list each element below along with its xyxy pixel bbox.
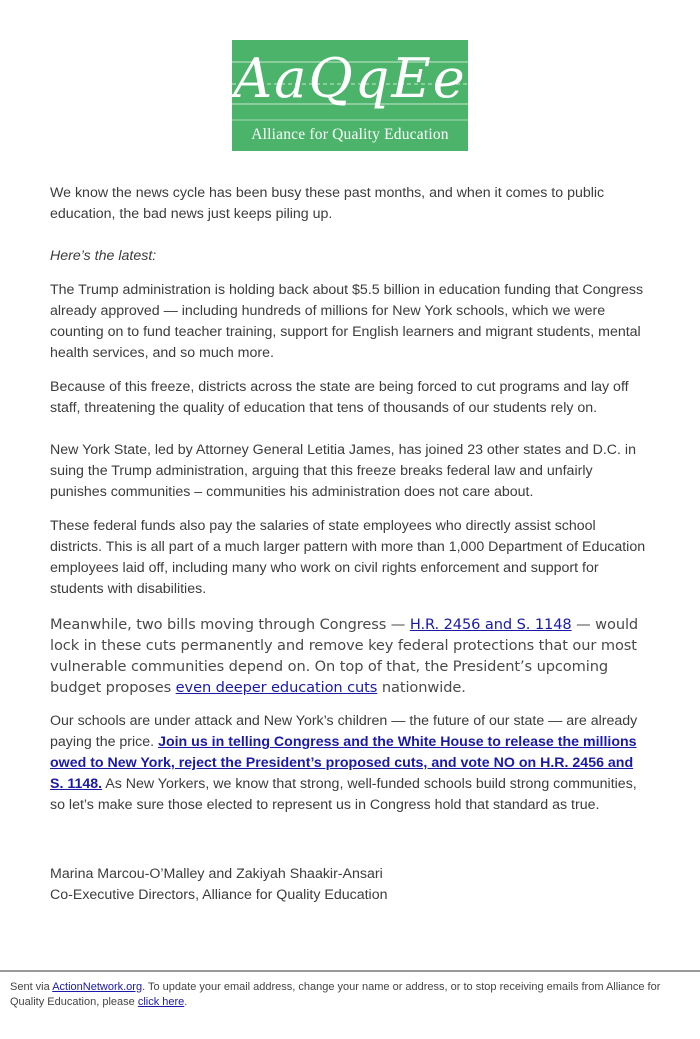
paragraph-latest: Here’s the latest:: [50, 248, 157, 264]
signature: [50, 864, 650, 906]
cta-text-a: Our schools are under attack and New York’s children — the future of our state — are already paying the price.: [50, 713, 638, 750]
bills-text-b: — would lock in these cuts permanently and remove key federal protections that our most vulnerable communities depend on. On top of that, the President’s upcoming budget proposes: [50, 616, 639, 696]
signature-names: Marina Marcou-O’Malley and Zakiyah Shaakir-Ansari: [50, 866, 383, 882]
unsubscribe-link[interactable]: click here: [137, 996, 185, 1008]
paragraph-freeze: Because of this freeze, districts across the state are being forced to cut programs and lay off staff, threatening the quality of education that tens of thousands of our students rely on.: [50, 379, 629, 416]
footer-end: .: [184, 996, 188, 1008]
footer: [10, 980, 680, 1010]
paragraph-intro: We know the news cycle has been busy these past months, and when it comes to public education, the bad news just keeps piling up.: [50, 185, 605, 222]
logo-subtitle: Alliance for Quality Education: [251, 126, 449, 143]
actionnetwork-link[interactable]: ActionNetwork.org: [52, 981, 143, 993]
signature-title: Co-Executive Directors, Alliance for Quality Education: [50, 887, 388, 903]
budget-cuts-link[interactable]: even deeper education cuts: [175, 679, 378, 696]
bills-text-a: Meanwhile, two bills moving through Congress —: [50, 616, 410, 633]
paragraph-call-to-action: [50, 711, 650, 816]
footer-sent-via: Sent via: [10, 981, 53, 993]
bills-text-c: nationwide.: [377, 679, 466, 696]
cta-text-b: As New Yorkers, we know that strong, well-funded schools build strong communities, so let’s make sure those elected to represent us in Congress hold that standard as true.: [50, 776, 637, 813]
logo-script: AaQqEe: [233, 47, 467, 110]
footer-divider: [0, 970, 700, 972]
logo: [232, 40, 468, 151]
paragraph-bills: [50, 614, 650, 698]
join-us-link[interactable]: Join us in telling Congress and the White House to release the millions owed to New York, reject the President’s proposed cuts, and vote NO on H.R. 2456 and S. 1148.: [50, 734, 637, 792]
paragraph-salaries: These federal funds also pay the salaries of state employees who directly assist school districts. This is all part of a much larger pattern with more than 1,000 Department of Education employees laid off, including many who work on civil rights enforcement and support for students with disabilities.: [50, 518, 646, 597]
logo-box: [232, 40, 468, 151]
footer-text: . To update your email address, change your name or address, or to stop receiving emails from Alliance for Quality Education, please: [10, 981, 661, 1008]
bills-link[interactable]: H.R. 2456 and S. 1148: [409, 616, 572, 633]
paragraph-funding: The Trump administration is holding back about $5.5 billion in education funding that Congress already approved — including hundreds of millions for New York schools, which we were counting on to fund teacher training, support for English learners and migrant students, mental health services, and so much more.: [50, 282, 644, 361]
paragraph-lawsuit: New York State, led by Attorney General Letitia James, has joined 23 other states and D.C. in suing the Trump administration, arguing that this freeze breaks federal law and unfairly punishes communities – communities his administration does not care about.: [50, 442, 636, 500]
email-body: [50, 183, 650, 816]
